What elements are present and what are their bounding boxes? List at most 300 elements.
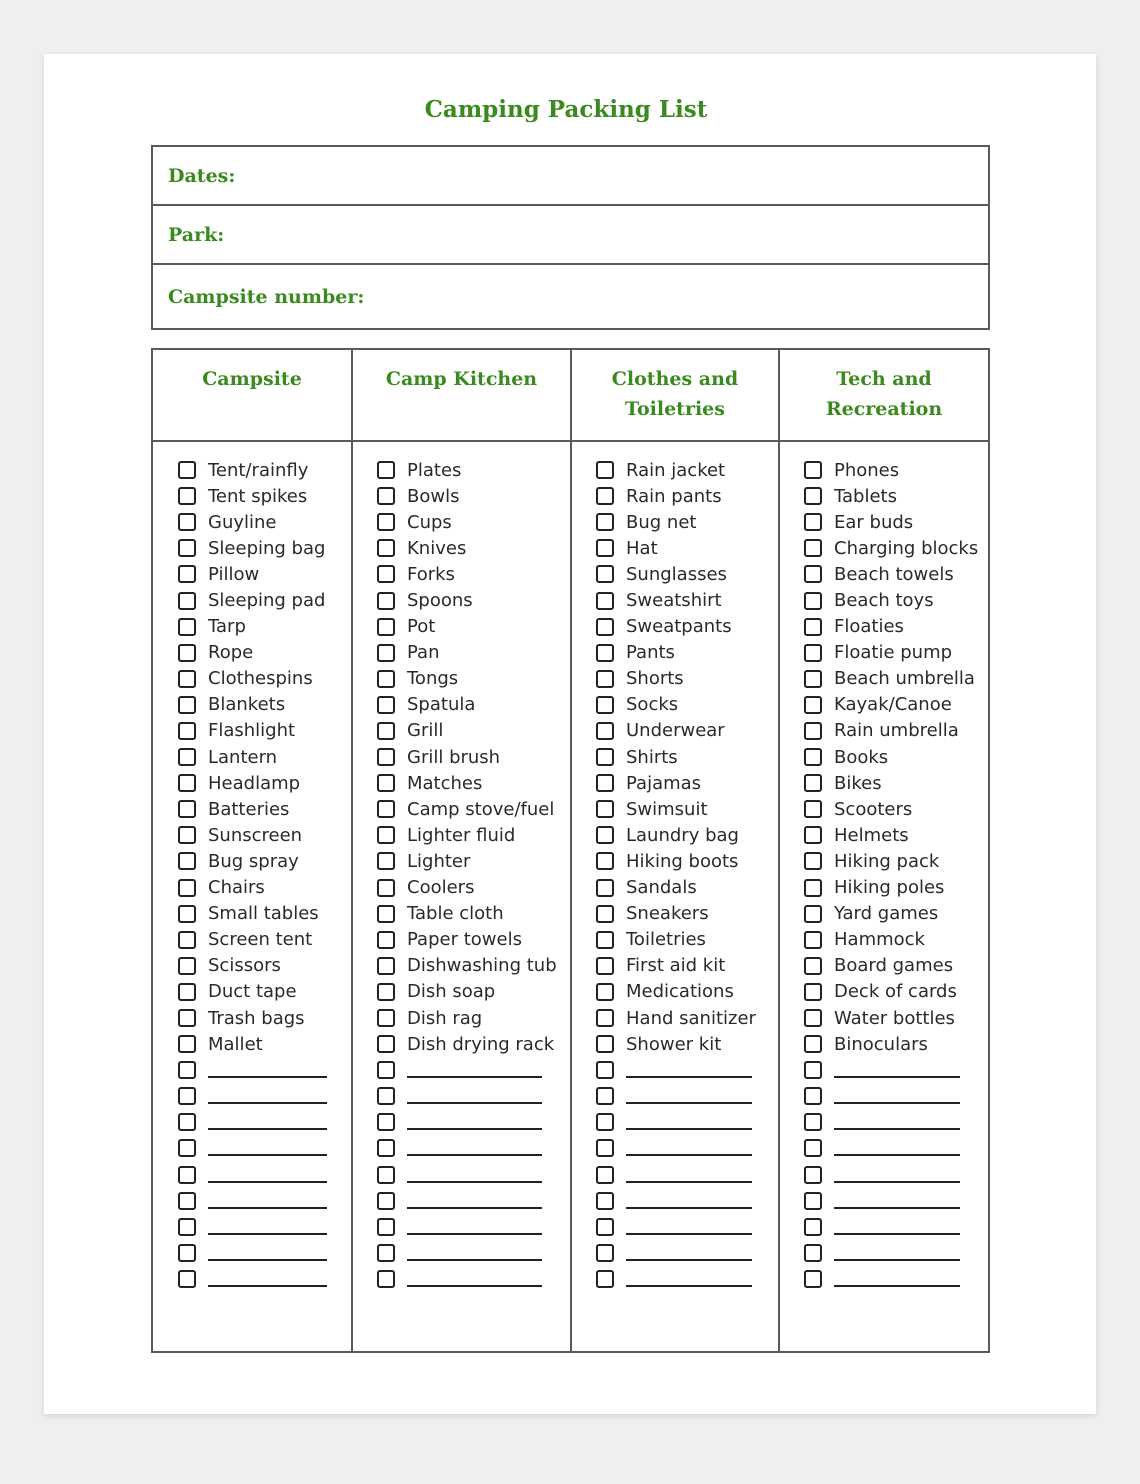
item-label: Board games [834, 955, 954, 977]
item-label: Duct tape [208, 981, 297, 1003]
checkbox[interactable] [377, 644, 395, 662]
item-label: Hiking boots [626, 850, 739, 872]
checkbox[interactable] [377, 592, 395, 610]
checkbox[interactable] [596, 957, 614, 975]
item-label: Ear buds [834, 511, 914, 533]
checkbox[interactable] [596, 905, 614, 923]
item-label: Small tables [208, 903, 319, 925]
checkbox[interactable] [596, 1244, 614, 1262]
write-in-line[interactable] [208, 1207, 327, 1209]
item-label: Rain pants [626, 485, 722, 507]
checkbox[interactable] [178, 905, 196, 923]
checkbox[interactable] [804, 748, 822, 766]
checkbox[interactable] [804, 1166, 822, 1184]
checkbox[interactable] [178, 931, 196, 949]
blank-list-item [596, 1214, 752, 1240]
item-label: Bug net [626, 511, 697, 533]
checkbox[interactable] [377, 539, 395, 557]
list-item [596, 457, 752, 483]
checkbox[interactable] [596, 696, 614, 714]
write-in-line[interactable] [407, 1233, 542, 1235]
header-line-2: Toiletries [625, 398, 725, 420]
item-label: Hiking pack [834, 850, 940, 872]
list-item [178, 640, 327, 666]
checkbox[interactable] [804, 1139, 822, 1157]
item-label: Kayak/Canoe [834, 694, 952, 716]
checkbox[interactable] [804, 931, 822, 949]
list-item [377, 979, 542, 1005]
list-item [377, 561, 542, 587]
item-label: Charging blocks [834, 537, 979, 559]
checkbox[interactable] [804, 1192, 822, 1210]
item-list [572, 457, 778, 1292]
checkbox[interactable] [178, 983, 196, 1001]
checkbox[interactable] [377, 1270, 395, 1288]
checkbox[interactable] [377, 1218, 395, 1236]
checkbox[interactable] [178, 1218, 196, 1236]
checkbox[interactable] [377, 487, 395, 505]
checkbox[interactable] [377, 722, 395, 740]
checkbox[interactable] [377, 618, 395, 636]
item-label: Trash bags [208, 1007, 305, 1029]
checkbox[interactable] [178, 722, 196, 740]
list-item [804, 796, 960, 822]
list-item [804, 640, 960, 666]
item-label: Tent/rainfly [208, 459, 309, 481]
list-item [377, 718, 542, 744]
list-item [596, 614, 752, 640]
checkbox[interactable] [377, 1009, 395, 1027]
checkbox[interactable] [804, 800, 822, 818]
item-label: Helmets [834, 824, 909, 846]
write-in-line[interactable] [208, 1181, 327, 1183]
item-label: Dish rag [407, 1007, 483, 1029]
checkbox[interactable] [377, 1087, 395, 1105]
item-label: Spatula [407, 694, 476, 716]
write-in-line[interactable] [626, 1128, 752, 1130]
column-header [153, 350, 351, 442]
item-label: Chairs [208, 877, 265, 899]
checkbox[interactable] [377, 1035, 395, 1053]
checkbox[interactable] [377, 800, 395, 818]
list-item [178, 1031, 327, 1057]
blank-list-item [596, 1266, 752, 1292]
checkbox[interactable] [804, 461, 822, 479]
item-label: Tablets [834, 485, 897, 507]
list-item [804, 875, 960, 901]
write-in-line[interactable] [208, 1259, 327, 1261]
checkbox[interactable] [377, 774, 395, 792]
item-label: Sunglasses [626, 563, 727, 585]
column-tech-recreation [780, 350, 988, 1351]
checkbox[interactable] [804, 513, 822, 531]
checkbox[interactable] [596, 983, 614, 1001]
checkbox[interactable] [596, 1009, 614, 1027]
checkbox[interactable] [178, 1139, 196, 1157]
column-camp-kitchen [353, 350, 572, 1351]
item-label: Dish drying rack [407, 1033, 555, 1055]
blank-list-item [377, 1083, 542, 1109]
info-park[interactable]: Park: [153, 206, 988, 265]
checkbox[interactable] [377, 670, 395, 688]
item-label: Beach umbrella [834, 668, 975, 690]
write-in-line[interactable] [834, 1128, 960, 1130]
item-label: Shirts [626, 746, 678, 768]
checkbox[interactable] [377, 748, 395, 766]
checkbox[interactable] [596, 800, 614, 818]
checkbox[interactable] [178, 1113, 196, 1131]
checkbox[interactable] [804, 1009, 822, 1027]
write-in-line[interactable] [834, 1181, 960, 1183]
write-in-line[interactable] [834, 1102, 960, 1104]
checkbox[interactable] [596, 644, 614, 662]
item-list [353, 457, 570, 1292]
write-in-line[interactable] [626, 1207, 752, 1209]
write-in-line[interactable] [834, 1076, 960, 1078]
list-item [377, 822, 542, 848]
column-header [353, 350, 570, 442]
blank-list-item [377, 1188, 542, 1214]
write-in-line[interactable] [407, 1102, 542, 1104]
blank-list-item [377, 1266, 542, 1292]
write-in-line[interactable] [407, 1259, 542, 1261]
checkbox[interactable] [178, 1244, 196, 1262]
checkbox[interactable] [377, 852, 395, 870]
item-label: Shower kit [626, 1033, 722, 1055]
item-label: Grill [407, 720, 444, 742]
page-title: Camping Packing List [424, 96, 708, 123]
item-label: Tarp [208, 616, 246, 638]
checkbox[interactable] [596, 1139, 614, 1157]
checkbox[interactable] [178, 696, 196, 714]
write-in-line[interactable] [834, 1233, 960, 1235]
checkbox[interactable] [596, 1270, 614, 1288]
checkbox[interactable] [178, 879, 196, 897]
item-label: Water bottles [834, 1007, 955, 1029]
checkbox[interactable] [178, 565, 196, 583]
blank-list-item [178, 1188, 327, 1214]
item-label: Bikes [834, 772, 882, 794]
checkbox[interactable] [804, 487, 822, 505]
checkbox[interactable] [596, 1166, 614, 1184]
write-in-line[interactable] [208, 1128, 327, 1130]
checkbox[interactable] [596, 722, 614, 740]
list-item [178, 953, 327, 979]
checkbox[interactable] [377, 931, 395, 949]
list-item [804, 901, 960, 927]
list-item [178, 901, 327, 927]
write-in-line[interactable] [834, 1259, 960, 1261]
checkbox[interactable] [596, 513, 614, 531]
checkbox[interactable] [377, 1139, 395, 1157]
list-item [178, 979, 327, 1005]
checkbox[interactable] [178, 774, 196, 792]
checkbox[interactable] [804, 826, 822, 844]
item-label: Medications [626, 981, 734, 1003]
list-item [596, 587, 752, 613]
checkbox[interactable] [377, 1192, 395, 1210]
list-item [377, 875, 542, 901]
item-label: Rain jacket [626, 459, 726, 481]
checkbox[interactable] [804, 1061, 822, 1079]
item-label: Lighter [407, 850, 471, 872]
list-item [377, 666, 542, 692]
write-in-line[interactable] [208, 1285, 327, 1287]
list-item [377, 535, 542, 561]
checkbox[interactable] [178, 1192, 196, 1210]
checkbox[interactable] [804, 722, 822, 740]
checkbox[interactable] [377, 826, 395, 844]
blank-list-item [377, 1057, 542, 1083]
list-item [178, 535, 327, 561]
item-label: Tent spikes [208, 485, 308, 507]
item-label: Underwear [626, 720, 725, 742]
item-label: Dish soap [407, 981, 496, 1003]
checkbox[interactable] [804, 539, 822, 557]
list-item [804, 979, 960, 1005]
column-header [572, 350, 778, 442]
checkbox[interactable] [804, 1218, 822, 1236]
checkbox[interactable] [596, 931, 614, 949]
checkbox[interactable] [377, 1166, 395, 1184]
write-in-line[interactable] [626, 1285, 752, 1287]
checkbox[interactable] [178, 800, 196, 818]
header-line-1: Camp Kitchen [385, 368, 538, 390]
list-item [377, 640, 542, 666]
write-in-line[interactable] [407, 1128, 542, 1130]
list-item [178, 848, 327, 874]
checkbox[interactable] [596, 1061, 614, 1079]
checkbox[interactable] [178, 957, 196, 975]
checkbox[interactable] [178, 1061, 196, 1079]
write-in-line[interactable] [208, 1233, 327, 1235]
checkbox[interactable] [178, 487, 196, 505]
checkbox[interactable] [178, 1166, 196, 1184]
write-in-line[interactable] [407, 1076, 542, 1078]
blank-list-item [178, 1266, 327, 1292]
checkbox[interactable] [804, 957, 822, 975]
list-item [804, 1005, 960, 1031]
item-label: Pillow [208, 563, 260, 585]
checkbox[interactable] [178, 1009, 196, 1027]
list-item [596, 535, 752, 561]
checkbox[interactable] [178, 1035, 196, 1053]
checkbox[interactable] [596, 1035, 614, 1053]
item-label: Rain umbrella [834, 720, 959, 742]
item-label: Paper towels [407, 929, 522, 951]
item-label: Sleeping bag [208, 537, 326, 559]
packing-table [151, 348, 990, 1353]
checkbox[interactable] [596, 618, 614, 636]
write-in-line[interactable] [626, 1102, 752, 1104]
header-line-2: Recreation [825, 398, 943, 420]
list-item [596, 953, 752, 979]
item-label: Pants [626, 642, 675, 664]
checkbox[interactable] [804, 905, 822, 923]
checkbox[interactable] [596, 670, 614, 688]
blank-list-item [596, 1083, 752, 1109]
item-label: Lighter fluid [407, 824, 516, 846]
item-label: Sunscreen [208, 824, 303, 846]
checkbox[interactable] [804, 644, 822, 662]
item-label: Clothespins [208, 668, 313, 690]
write-in-line[interactable] [208, 1076, 327, 1078]
item-label: First aid kit [626, 955, 726, 977]
checkbox[interactable] [178, 539, 196, 557]
write-in-line[interactable] [626, 1259, 752, 1261]
checkbox[interactable] [178, 1087, 196, 1105]
checkbox[interactable] [596, 748, 614, 766]
checkbox[interactable] [178, 592, 196, 610]
trip-info-box [151, 145, 990, 330]
checkbox[interactable] [596, 1113, 614, 1131]
list-item [596, 875, 752, 901]
item-label: Hat [626, 537, 658, 559]
checkbox[interactable] [377, 879, 395, 897]
checkbox[interactable] [178, 670, 196, 688]
checkbox[interactable] [596, 1087, 614, 1105]
item-label: Laundry bag [626, 824, 739, 846]
blank-list-item [596, 1188, 752, 1214]
list-item [178, 509, 327, 535]
item-label: Binoculars [834, 1033, 928, 1055]
list-item [178, 770, 327, 796]
write-in-line[interactable] [626, 1181, 752, 1183]
checkbox[interactable] [596, 826, 614, 844]
checkbox[interactable] [804, 618, 822, 636]
checkbox[interactable] [377, 565, 395, 583]
blank-list-item [178, 1162, 327, 1188]
info-dates[interactable]: Dates: [153, 147, 988, 206]
write-in-line[interactable] [208, 1154, 327, 1156]
checkbox[interactable] [804, 852, 822, 870]
list-item [804, 666, 975, 692]
checkbox[interactable] [377, 461, 395, 479]
checkbox[interactable] [596, 774, 614, 792]
checkbox[interactable] [377, 957, 395, 975]
write-in-line[interactable] [407, 1154, 542, 1156]
item-label: Pan [407, 642, 440, 664]
blank-list-item [178, 1057, 327, 1083]
write-in-line[interactable] [626, 1154, 752, 1156]
item-label: Cups [407, 511, 452, 533]
checkbox[interactable] [596, 852, 614, 870]
checkbox[interactable] [804, 774, 822, 792]
header-line-1: Clothes and [611, 368, 739, 390]
checkbox[interactable] [377, 905, 395, 923]
write-in-line[interactable] [834, 1154, 960, 1156]
checkbox[interactable] [804, 696, 822, 714]
checkbox[interactable] [804, 1270, 822, 1288]
checkbox[interactable] [804, 1035, 822, 1053]
checkbox[interactable] [804, 670, 822, 688]
checkbox[interactable] [377, 696, 395, 714]
write-in-line[interactable] [834, 1207, 960, 1209]
checkbox[interactable] [377, 1113, 395, 1131]
write-in-line[interactable] [407, 1181, 542, 1183]
checkbox[interactable] [804, 565, 822, 583]
checkbox[interactable] [596, 565, 614, 583]
blank-list-item [596, 1162, 752, 1188]
blank-list-item [804, 1057, 960, 1083]
checkbox[interactable] [596, 879, 614, 897]
checkbox[interactable] [596, 1192, 614, 1210]
checkbox[interactable] [178, 513, 196, 531]
checkbox[interactable] [596, 461, 614, 479]
checkbox[interactable] [178, 826, 196, 844]
item-label: Flashlight [208, 720, 296, 742]
checkbox[interactable] [377, 1061, 395, 1079]
item-label: Tongs [407, 668, 459, 690]
checkbox[interactable] [804, 879, 822, 897]
list-item [596, 640, 752, 666]
list-item [596, 927, 752, 953]
checkbox[interactable] [596, 592, 614, 610]
write-in-line[interactable] [626, 1233, 752, 1235]
checkbox[interactable] [178, 618, 196, 636]
item-label: Lantern [208, 746, 278, 768]
info-campsite-number[interactable]: Campsite number: [168, 285, 365, 308]
checkbox[interactable] [596, 1218, 614, 1236]
blank-list-item [804, 1188, 960, 1214]
checkbox[interactable] [178, 748, 196, 766]
item-label: Plates [407, 459, 462, 481]
checkbox[interactable] [178, 461, 196, 479]
checkbox[interactable] [377, 1244, 395, 1262]
list-item [178, 614, 327, 640]
list-item [178, 718, 327, 744]
list-item [178, 875, 327, 901]
item-label: Bowls [407, 485, 460, 507]
item-label: Phones [834, 459, 900, 481]
item-label: Toiletries [626, 929, 706, 951]
checkbox[interactable] [178, 1270, 196, 1288]
write-in-line[interactable] [626, 1076, 752, 1078]
checkbox[interactable] [178, 852, 196, 870]
checkbox[interactable] [804, 983, 822, 1001]
list-item [804, 953, 960, 979]
item-label: Rope [208, 642, 254, 664]
checkbox[interactable] [178, 644, 196, 662]
item-label: Sleeping pad [208, 590, 326, 612]
checkbox[interactable] [804, 592, 822, 610]
blank-list-item [377, 1214, 542, 1240]
list-item [804, 718, 960, 744]
list-item [596, 796, 752, 822]
checkbox[interactable] [377, 513, 395, 531]
list-item [178, 744, 327, 770]
write-in-line[interactable] [834, 1285, 960, 1287]
list-item [804, 509, 960, 535]
write-in-line[interactable] [407, 1285, 542, 1287]
checkbox[interactable] [596, 539, 614, 557]
item-label: Spoons [407, 590, 473, 612]
checkbox[interactable] [804, 1244, 822, 1262]
item-label: Camp stove/fuel [407, 798, 555, 820]
checkbox[interactable] [377, 983, 395, 1001]
item-label: Scissors [208, 955, 281, 977]
blank-list-item [596, 1240, 752, 1266]
write-in-line[interactable] [407, 1207, 542, 1209]
checkbox[interactable] [804, 1113, 822, 1131]
write-in-line[interactable] [208, 1102, 327, 1104]
item-label: Books [834, 746, 889, 768]
blank-list-item [178, 1083, 327, 1109]
blank-list-item [377, 1135, 542, 1161]
blank-list-item [178, 1135, 327, 1161]
checkbox[interactable] [596, 487, 614, 505]
checkbox[interactable] [804, 1087, 822, 1105]
